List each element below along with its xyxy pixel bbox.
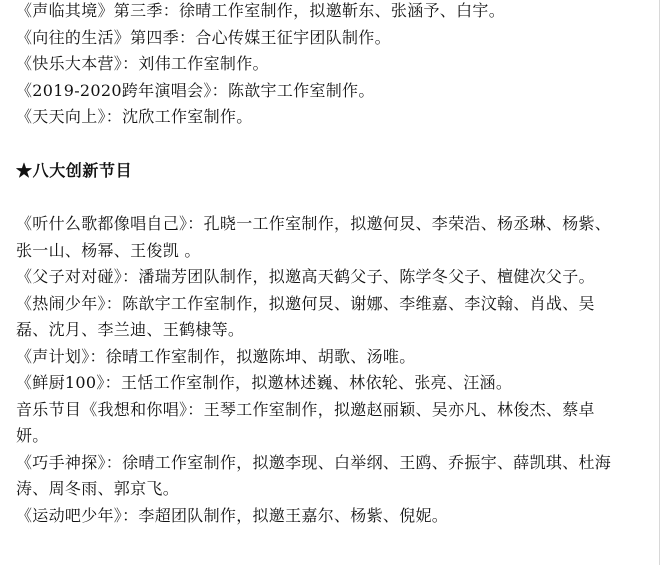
spacer	[16, 184, 644, 211]
program-line: 《声计划》：徐晴工作室制作，拟邀陈坤、胡歌、汤唯。	[16, 346, 416, 366]
program-line: 《鲜厨100》：王恬工作室制作，拟邀林述巍、林依轮、张亮、汪涵。	[16, 373, 513, 392]
section-heading: ★八大创新节目	[16, 160, 133, 180]
program-line: 《巧手神探》：徐晴工作室制作，拟邀李现、白举纲、王鸥、乔振宇、薛凯琪、杜海	[16, 452, 612, 472]
program-line: 《2019-2020跨年演唱会》：陈歆宇工作室制作。	[16, 80, 375, 100]
spacer	[16, 131, 644, 158]
program-line: 《声临其境》第三季：徐晴工作室制作，拟邀靳东、张涵予、白宇。	[16, 1, 506, 20]
program-line: 音乐节目《我想和你唱》：王琴工作室制作，拟邀赵丽颖、吴亦凡、林俊杰、蔡卓	[16, 399, 595, 419]
program-line: 磊、沈月、李兰迪、王鹤棣等。	[16, 320, 245, 339]
program-line: 《听什么歌都像唱自己》：孔晓一工作室制作，拟邀何炅、李荣浩、杨丞琳、杨紫、	[16, 214, 612, 233]
program-line: 《快乐大本营》：刘伟工作室制作。	[16, 54, 269, 73]
program-line: 张一山、杨幂、王俊凯 。	[16, 240, 201, 260]
program-line: 《天天向上》：沈欣工作室制作。	[16, 107, 253, 126]
program-line: 《运动吧少年》：李超团队制作，拟邀王嘉尔、杨紫、倪妮。	[16, 505, 449, 525]
program-line: 《热闹少年》：陈歆宇工作室制作，拟邀何炅、谢娜、李维嘉、李汶翰、肖战、吴	[16, 293, 595, 313]
program-line: 妍。	[16, 426, 49, 445]
program-line: 《父子对对碰》：潘瑞芳团队制作，拟邀高天鹤父子、陈学冬父子、檀健次父子。	[16, 267, 595, 286]
program-line: 《向往的生活》第四季：合心传媒王征宇团队制作。	[16, 27, 391, 47]
program-line: 涛、周冬雨、郭京飞。	[16, 479, 180, 498]
document-body	[16, 0, 644, 529]
